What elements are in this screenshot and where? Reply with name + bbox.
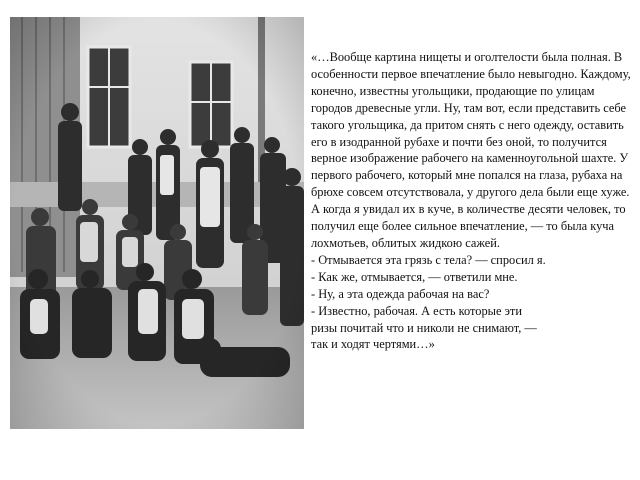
dialog-line: ризы почитай что и николи не снимают, — <box>311 320 537 335</box>
dialog-line: - Как же, отмывается, — ответили мне. <box>311 269 518 284</box>
dialog-line: - Отмывается эта грязь с тела? — спросил я. <box>311 252 546 267</box>
historical-photo <box>10 17 304 429</box>
workers-group-photo-illustration <box>10 17 304 429</box>
dialog-line: так и ходят чертями…» <box>311 337 435 352</box>
dialog-line: - Ну, а эта одежда рабочая на вас? <box>311 286 490 301</box>
quote-paragraph: «…Вообще картина нищеты и оголтелости была полная. В особенности первое впечатление было невыгодно. Каждому, конечно, известны угольщики, продающие по улицам городов древесные угли. Ну, там вот, если представить себе такого угольщика, да притом снять с него одежду, оставить его в изодранной рубахе и почти без оной, то получится верное изображение рабочего на каменноугольной шахте. У первого рабочего, который мне попался на глаза, рубаха на брюхе совсем отсутствовала, у другого дела были еще хуже. А когда я увидал их в куче, в количестве десяти человек, то получил еще более сильное впечатление, — то была куча лохмотьев, облитых жидкою сажей. <box>311 50 631 250</box>
quote-text-block <box>311 49 633 353</box>
dialog-line: - Известно, рабочая. А есть которые эти <box>311 303 522 318</box>
